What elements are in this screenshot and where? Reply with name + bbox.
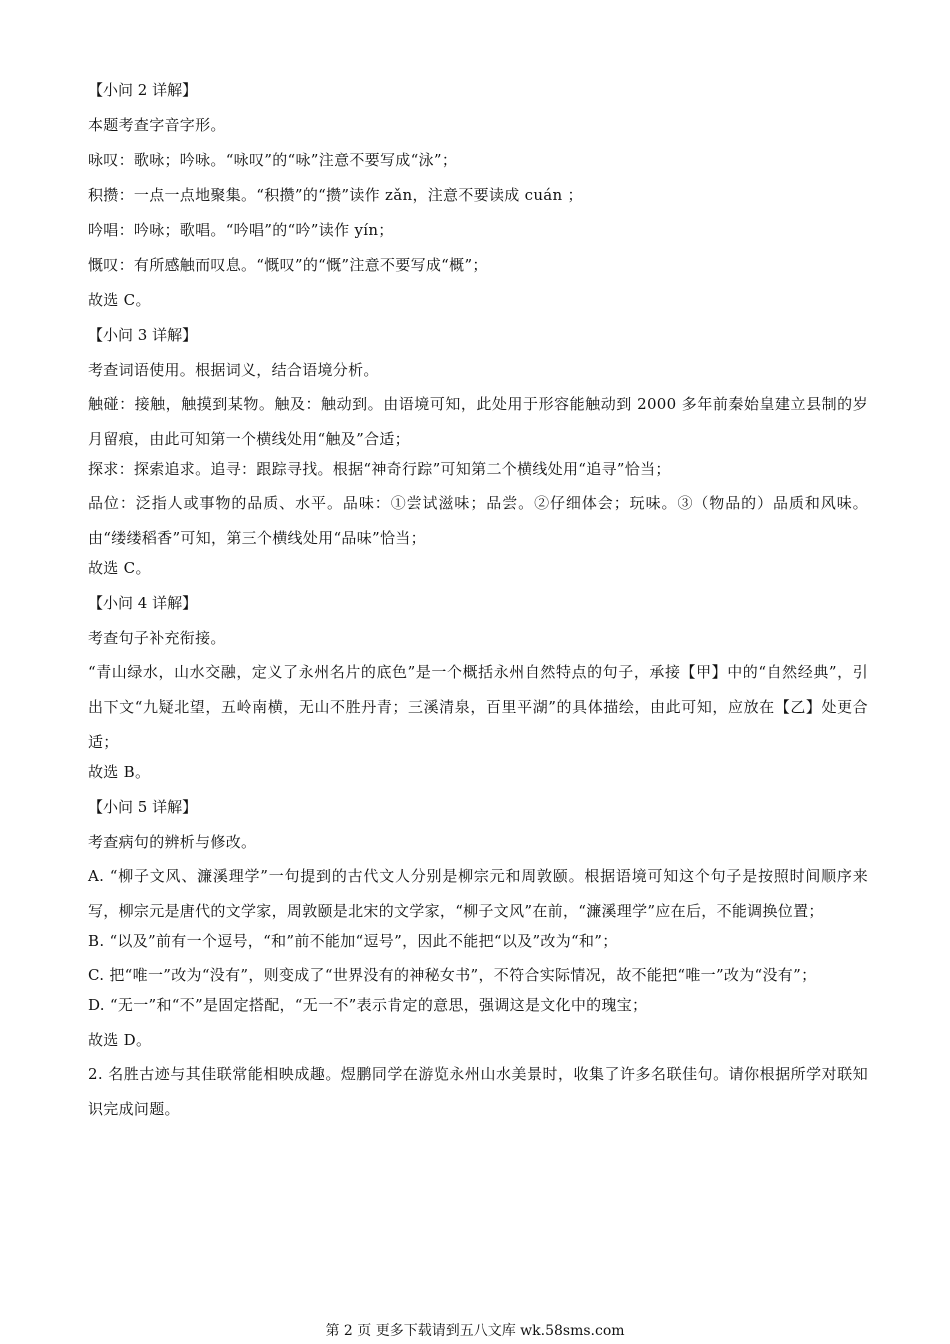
answer-line: 故选 B。	[88, 763, 151, 781]
answer-line: 故选 D。	[88, 1031, 152, 1049]
answer-line: 故选 C。	[88, 559, 151, 577]
paragraph: 咏叹：歌咏；吟咏。“咏叹”的“咏”注意不要写成“泳”；	[88, 151, 458, 169]
paragraph: 积攒：一点一点地聚集。“积攒”的“攒”读作 zǎn，注意不要读成 cuán ；	[88, 186, 583, 204]
paragraph: 吟唱：吟咏；歌唱。“吟唱”的“吟”读作 yín；	[88, 221, 394, 239]
paragraph: 考查病句的辨析与修改。	[88, 833, 257, 851]
section-heading-q2: 【小问 2 详解】	[88, 81, 198, 99]
option-b-analysis: B. “以及”前有一个逗号，“和”前不能加“逗号”，因此不能把“以及”改为“和”；	[88, 932, 618, 950]
section-heading-q4: 【小问 4 详解】	[88, 594, 198, 612]
section-heading-q3: 【小问 3 详解】	[88, 326, 198, 344]
paragraph: 探求：探索追求。追寻：跟踪寻找。根据“神奇行踪”可知第二个横线处用“追寻”恰当；	[88, 460, 671, 478]
page-footer: 第 2 页 更多下载请到五八文库 wk.58sms.com	[325, 1323, 625, 1339]
paragraph: 本题考查字音字形。	[88, 116, 226, 134]
document-body	[88, 78, 868, 1127]
paragraph: 考查词语使用。根据词义，结合语境分析。	[88, 361, 379, 379]
paragraph: 考查句子补充衔接。	[88, 629, 226, 647]
paragraph: 慨叹：有所感触而叹息。“慨叹”的“慨”注意不要写成“概”；	[88, 256, 488, 274]
option-a-analysis: A. “柳子文风、濂溪理学”一句提到的古代文人分别是柳宗元和周敦颐。根据语境可知这个句子是按照时间顺序来写，柳宗元是唐代的文学家，周敦颐是北宋的文学家，“柳子文风”在前，“濂溪理学”应在后，不能调换位置；	[88, 867, 868, 920]
question-2-prompt: 2. 名胜古迹与其佳联常能相映成趣。煜鹏同学在游览永州山水美景时，收集了许多名联佳句。请你根据所学对联知识完成问题。	[88, 1065, 868, 1118]
option-c-analysis: C. 把“唯一”改为“没有”，则变成了“世界没有的神秘女书”，不符合实际情况，故不能把“唯一”改为“没有”；	[88, 966, 817, 984]
option-d-analysis: D. “无一”和“不”是固定搭配，“无一不”表示肯定的意思，强调这是文化中的瑰宝；	[88, 996, 648, 1014]
section-heading-q5: 【小问 5 详解】	[88, 798, 198, 816]
paragraph: “青山绿水，山水交融，定义了永州名片的底色”是一个概括永州自然特点的句子，承接【甲】中的“自然经典”，引出下文“九疑北望，五岭南横，无山不胜丹青；三溪清泉，百里平湖”的具体描绘，由此可知，应放在【乙】处更合适；	[88, 663, 868, 751]
paragraph: 触碰：接触，触摸到某物。触及：触动到。由语境可知，此处用于形容能触动到 2000 多年前秦始皇建立县制的岁月留痕，由此可知第一个横线处用“触及”合适；	[88, 395, 868, 448]
answer-line: 故选 C。	[88, 291, 151, 309]
paragraph: 品位：泛指人或事物的品质、水平。品味：①尝试滋味；品尝。②仔细体会；玩味。③（物品的）品质和风味。由“缕缕稻香”可知，第三个横线处用“品味”恰当；	[88, 494, 868, 547]
